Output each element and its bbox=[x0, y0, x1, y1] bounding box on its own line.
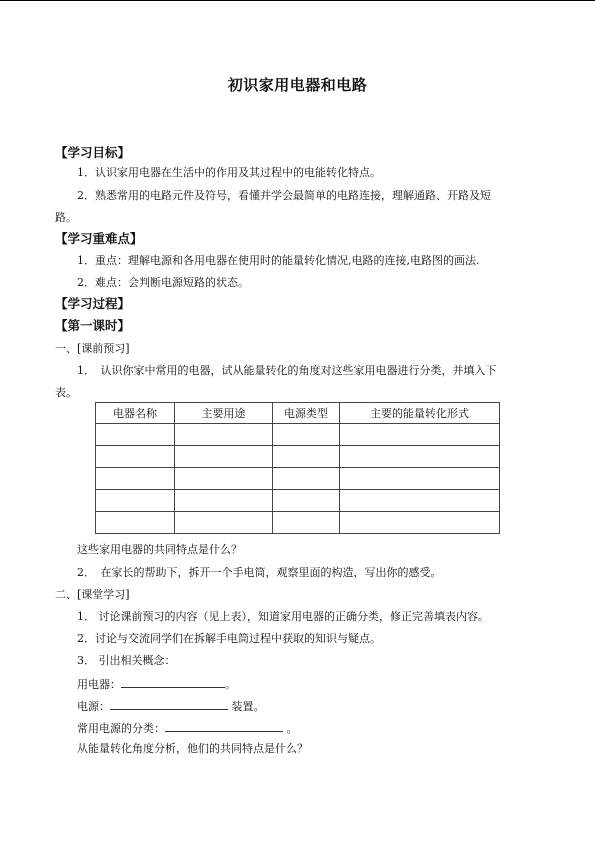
source-types-line bbox=[77, 720, 298, 736]
table-cell[interactable] bbox=[96, 446, 175, 468]
table-cell[interactable] bbox=[340, 446, 500, 468]
table-cell[interactable] bbox=[96, 490, 175, 512]
table-cell[interactable] bbox=[96, 468, 175, 490]
goal-item-2: 2．熟悉常用的电路元件及符号，看懂并学会最简单的电路连接，理解通路、开路及短 bbox=[77, 189, 491, 202]
appliance-blank[interactable] bbox=[121, 676, 225, 688]
preview-question-1-cont: 表。 bbox=[55, 386, 77, 399]
source-types-label: 常用电源的分类： bbox=[77, 722, 165, 735]
lesson-header: 【第一课时】 bbox=[55, 318, 131, 333]
table-row bbox=[96, 468, 500, 490]
process-header: 【学习过程】 bbox=[55, 296, 131, 311]
table-cell[interactable] bbox=[175, 468, 273, 490]
table-cell[interactable] bbox=[340, 424, 500, 446]
table-header-row bbox=[96, 403, 500, 424]
table-row bbox=[96, 446, 500, 468]
table-cell[interactable] bbox=[273, 490, 340, 512]
classroom-item-3: 3． 引出相关概念： bbox=[77, 654, 176, 667]
key-points-header: 【学习重难点】 bbox=[55, 231, 143, 246]
table-cell[interactable] bbox=[175, 512, 273, 534]
table-cell[interactable] bbox=[340, 512, 500, 534]
energy-conversion-question: 从能量转化角度分析，他们的共同特点是什么？ bbox=[77, 742, 308, 755]
source-types-end: 。 bbox=[283, 722, 298, 735]
source-end: 装置。 bbox=[228, 700, 265, 713]
appliance-definition-line bbox=[77, 676, 236, 692]
source-definition-line bbox=[77, 698, 265, 714]
table-cell[interactable] bbox=[273, 468, 340, 490]
table-cell[interactable] bbox=[273, 446, 340, 468]
table-row bbox=[96, 424, 500, 446]
table-header-cell: 主要用途 bbox=[175, 403, 273, 424]
preview-header: 一、[课前预习] bbox=[55, 342, 130, 355]
table-cell[interactable] bbox=[96, 512, 175, 534]
table-cell[interactable] bbox=[175, 424, 273, 446]
page-title: 初识家用电器和电路 bbox=[227, 76, 368, 94]
preview-question-2: 2． 在家长的帮助下，拆开一个手电筒，观察里面的构造，写出你的感受。 bbox=[77, 566, 442, 579]
classroom-item-1: 1． 讨论课前预习的内容（见上表），知道家用电器的正确分类，修正完善填表内容。 bbox=[77, 610, 489, 623]
table-cell[interactable] bbox=[175, 490, 273, 512]
table-header-cell: 主要的能量转化形式 bbox=[340, 403, 500, 424]
table-cell[interactable] bbox=[175, 446, 273, 468]
key-point-item-1: 1．重点：理解电源和各用电器在使用时的能量转化情况,电路的连接,电路图的画法. bbox=[77, 254, 480, 267]
source-label: 电源： bbox=[77, 700, 110, 713]
source-blank[interactable] bbox=[110, 698, 228, 710]
table-row bbox=[96, 490, 500, 512]
goal-item-2-cont: 路。 bbox=[55, 211, 77, 224]
common-feature-question: 这些家用电器的共同特点是什么？ bbox=[77, 543, 242, 556]
appliance-label: 用电器： bbox=[77, 678, 121, 691]
appliance-table bbox=[95, 402, 500, 534]
preview-question-1: 1． 认识你家中常用的电器，试从能量转化的角度对这些家用电器进行分类，并填入下 bbox=[77, 364, 497, 377]
table-header-cell: 电源类型 bbox=[273, 403, 340, 424]
table-row bbox=[96, 512, 500, 534]
table-cell[interactable] bbox=[340, 468, 500, 490]
classroom-header: 二、[课堂学习] bbox=[55, 588, 130, 601]
top-border-line bbox=[0, 0, 595, 1]
goal-item-1: 1．认识家用电器在生活中的作用及其过程中的电能转化特点。 bbox=[77, 166, 381, 179]
appliance-end: 。 bbox=[225, 678, 236, 691]
goals-header: 【学习目标】 bbox=[55, 145, 131, 160]
table-cell[interactable] bbox=[96, 424, 175, 446]
table-cell[interactable] bbox=[340, 490, 500, 512]
table-cell[interactable] bbox=[273, 424, 340, 446]
key-point-item-2: 2．难点：会判断电源短路的状态。 bbox=[77, 276, 249, 289]
table-header-cell: 电器名称 bbox=[96, 403, 175, 424]
classroom-item-2: 2．讨论与交流同学们在拆解手电筒过程中获取的知识与疑点。 bbox=[77, 632, 381, 645]
table-cell[interactable] bbox=[273, 512, 340, 534]
source-types-blank[interactable] bbox=[165, 720, 283, 732]
